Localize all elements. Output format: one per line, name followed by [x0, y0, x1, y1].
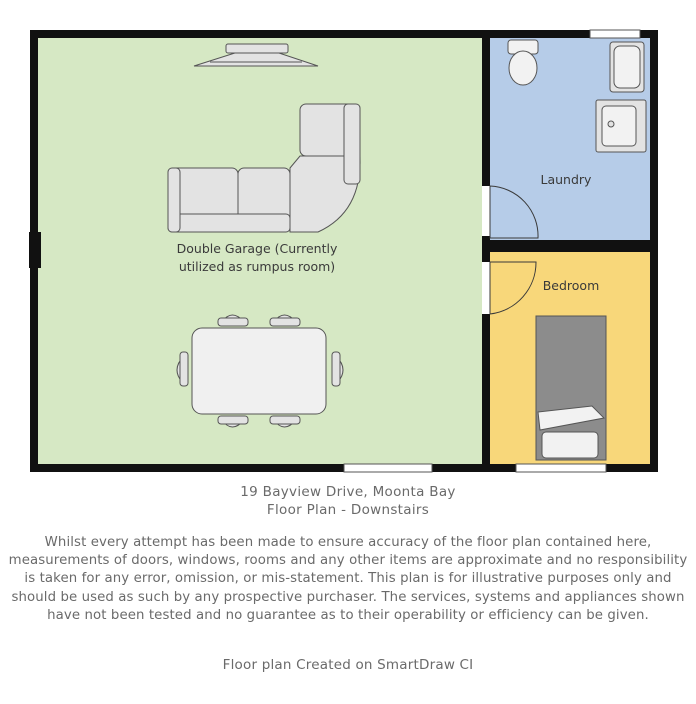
- dining-set: [177, 315, 343, 427]
- window-garage-bottom: [344, 464, 432, 472]
- laundry-label: Laundry: [540, 172, 592, 187]
- washing-machine: [610, 42, 644, 92]
- garage-label-line2: utilized as rumpus room): [178, 259, 336, 274]
- address-text: 19 Bayview Drive, Moonta Bay: [240, 484, 456, 500]
- window-bedroom-bottom: [516, 464, 606, 472]
- bedroom-doorway: [482, 262, 490, 314]
- credit-text: Floor plan Created on SmartDraw CI: [222, 657, 474, 673]
- toilet: [508, 40, 538, 85]
- bed: [536, 316, 606, 460]
- laundry-doorway: [482, 186, 490, 236]
- disclaimer-text: Whilst every attempt has been made to ensure accuracy of the floor plan contained here, measurements of doors, windows, rooms and any other items are approximate and no responsibility is taken for any error, omission, or mis-statement. This plan is for illustrative purposes only and should be used as such by any prospective purchaser. The services, systems and appliances shown have not been tested and no guarantee as to their operability or efficiency can be given.: [8, 535, 688, 623]
- window-laundry-top: [590, 30, 640, 38]
- garage-label-line1: Double Garage (Currently: [176, 241, 338, 256]
- plan-caption: [0, 483, 696, 519]
- dining-table: [192, 328, 326, 414]
- laundry-tub: [596, 100, 646, 152]
- plan-subtitle: Floor Plan - Downstairs: [266, 502, 430, 518]
- bedroom-label: Bedroom: [542, 278, 600, 293]
